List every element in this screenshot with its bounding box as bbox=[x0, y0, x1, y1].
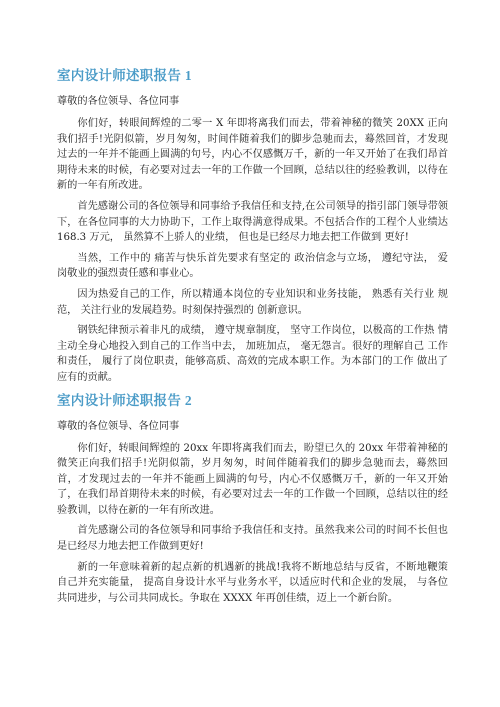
paragraph: 你们好，转眼间辉煌的 20xx 年即将离我们而去，盼望已久的 20xx 年带着神秘的微笑正向我们招手!光阴似箭，岁月匆匆，时间伴随着我们的脚步急驰而去，蓦然回首，才发现过去的一年并不能画上圆满的句号，内心不仅感慨万千，新的一年又开始了，在我们昂首期待未来的时候，有必要对过去一年的工作做一个回顾，总结以往的经验教训，以待在新的一年有所改进。 bbox=[57, 442, 448, 516]
section-title: 室内设计师述职报告 1 bbox=[57, 68, 192, 83]
paragraph: 首先感谢公司的各位领导和同事给予我信任和支持,在公司领导的指引部门领导带领下，在各位同事的大力协助下，工作上取得满意得成果。不包括合作的工程个人业绩达 168.3 万元， 虽然算不上骄人的业绩， 但也是已经尽力地去把工作做到 更好! bbox=[57, 200, 448, 244]
report-section-2 bbox=[57, 391, 448, 607]
salutation: 尊敬的各位领导、各位同事 bbox=[57, 420, 180, 432]
paragraph: 新的一年意味着新的起点新的机遇新的挑战!我将不断地总结与反省，不断地鞭策自己并充实能量， 提高自身设计水平与业务水平，以适应时代和企业的发展， 与各位共同进步，与公司共同成长。争取在 XXXX 年再创佳绩，迈上一个新台阶。 bbox=[57, 561, 448, 604]
salutation: 尊敬的各位领导、各位同事 bbox=[57, 96, 180, 107]
paragraph: 首先感谢公司的各位领导和同事给予我信任和支持。虽然我来公司的时间不长但也是已经尽力地去把工作做到更好! bbox=[57, 525, 448, 553]
paragraph: 钢铁纪律预示着非凡的成绩， 遵守规章制度， 坚守工作岗位，以极高的工作热 情主动全身心地投入到自己的工作当中去， 加班加点， 毫无怨言。很好的理解自己 工作和责任， 履行了岗位职责，能够高质、高效的完成本职工作。为本部门的工作 做出了应有的贡献。 bbox=[57, 325, 448, 383]
paragraph: 因为热爱自己的工作，所以精通本岗位的专业知识和业务技能， 熟悉有关行业 规范， 关注行业的发展趋势。时刻保持强烈的 创新意识。 bbox=[57, 288, 448, 316]
paragraph: 当然，工作中的 痛苦与快乐首先要求有坚定的 政治信念与立场， 遵纪守法， 爱 岗敬业的强烈责任感和事业心。 bbox=[57, 252, 448, 280]
section-title: 室内设计师述职报告 2 bbox=[57, 392, 192, 408]
report-section-1 bbox=[57, 66, 448, 386]
paragraph: 你们好，转眼间辉煌的二零一 X 年即将离我们而去，带着神秘的微笑 20XX 正向我们招手!光阴似箭，岁月匆匆，时间伴随着我们的脚步急驰而去，蓦然回首，才发现过去的一年并不能画上圆满的句号，内心不仅感慨万千，新的一年又开始了在我们昂首期待未来的时候，有必要对过去一年的工作做一个回顾，总结以往的经验教训，以待在新的一年有所改进。 bbox=[57, 118, 448, 192]
